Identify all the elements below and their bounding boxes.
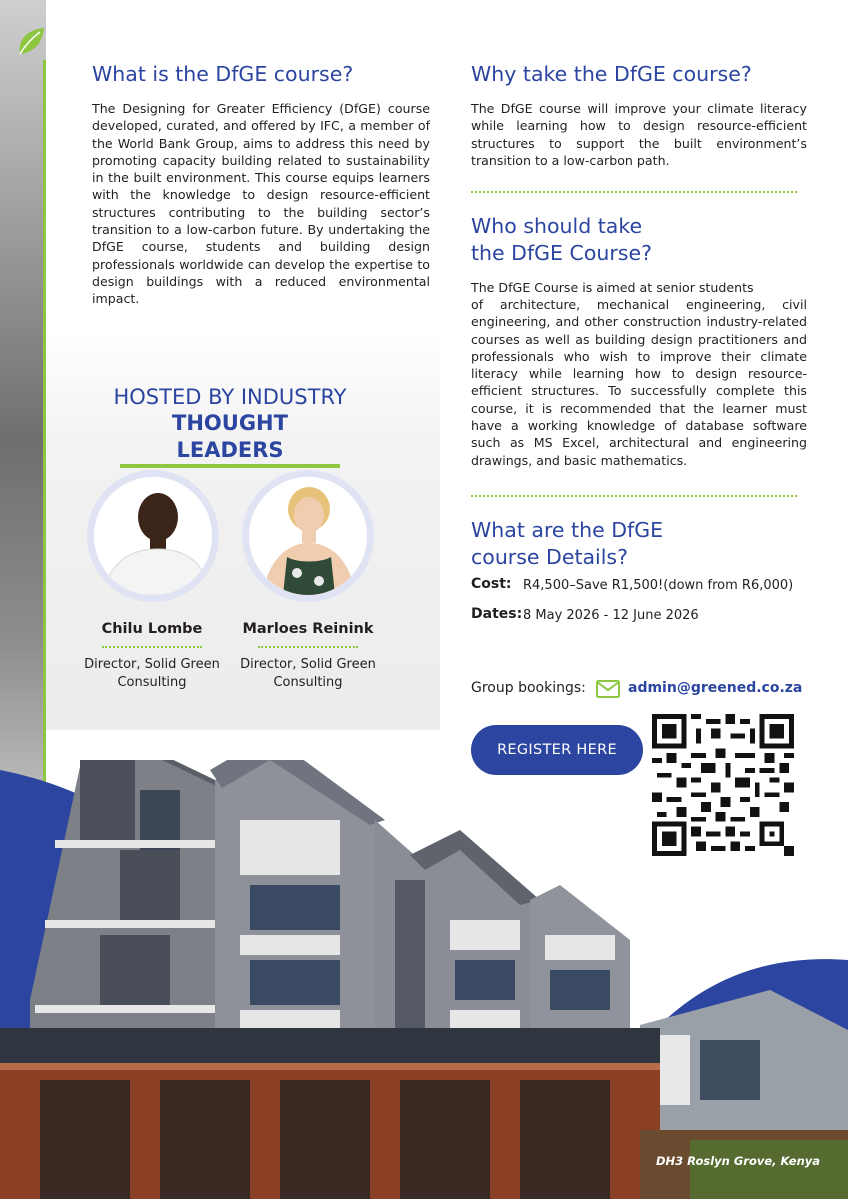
thought-leaders-heading: THOUGHT LEADERS [120, 410, 340, 468]
speaker-role: Consulting [273, 675, 343, 690]
photo-caption: DH3 Roslyn Grove, Kenya [656, 1154, 821, 1168]
divider [102, 646, 202, 648]
who-body: of architecture, mechanical engineering, civil engineering, and other construction industry-related courses as well as building design practitioners and professionals who wish to improve their climate literacy while learning how to design resource- efficient structures. To successfully complete this course, it is recommended that the learner must have a working knowledge of database software such as MS Excel, architectural and engineering drawings, and basic mathematics. [471, 297, 807, 468]
what-heading: What is the DfGE course? [92, 62, 354, 86]
dates-label: Dates: [471, 606, 523, 622]
why-body: The DfGE course will improve your climate literacy while learning how to design resource-efficient structures to support the built environment’s transition to a low-carbon path. [471, 101, 807, 168]
speaker-role: Consulting [117, 675, 187, 690]
details-heading: course Details? [471, 545, 628, 569]
group-bookings-label: Group bookings: [471, 680, 586, 696]
cost-value: R4,500–Save R1,500!(down from R6,000) [523, 578, 794, 593]
email-link[interactable]: admin@greened.co.za [628, 680, 803, 696]
speaker-name: Marloes Reinink [242, 621, 374, 637]
divider [471, 191, 797, 193]
details-heading: What are the DfGE [471, 518, 664, 542]
speaker-photo-chilu [87, 470, 219, 602]
left-building-strip [0, 0, 46, 800]
mail-icon [596, 680, 620, 698]
what-body: The Designing for Greater Efficiency (DfGE) course developed, curated, and offered by IFC, a member of the World Bank Group, aims to address this need by promoting capacity building related to sustainability in the built environment. This course equips learners with the knowledge to design resource-efficient structures contributing to the building sector’s transition to a low-carbon future. By undertaking the DfGE course, students and building design professionals worldwide can develop the expertise to design buildings with a reduced environmental impact. [92, 101, 430, 307]
qr-code[interactable] [652, 714, 794, 856]
divider [258, 646, 358, 648]
divider [471, 495, 797, 497]
speaker-name: Chilu Lombe [101, 621, 203, 637]
speaker-role: Director, Solid Green [240, 657, 376, 672]
dates-value: 8 May 2026 - 12 June 2026 [523, 608, 699, 623]
who-heading: Who should take [471, 214, 643, 238]
cost-label: Cost: [471, 576, 512, 592]
leaf-icon [14, 24, 48, 58]
hosted-heading: HOSTED BY INDUSTRY [113, 385, 347, 409]
why-heading: Why take the DfGE course? [471, 62, 752, 86]
who-body-first-line: The DfGE Course is aimed at senior students [471, 280, 754, 295]
who-heading: the DfGE Course? [471, 241, 652, 265]
register-button[interactable]: REGISTER HERE [471, 725, 643, 775]
speaker-photo-marloes [242, 470, 374, 602]
speaker-role: Director, Solid Green [84, 657, 220, 672]
